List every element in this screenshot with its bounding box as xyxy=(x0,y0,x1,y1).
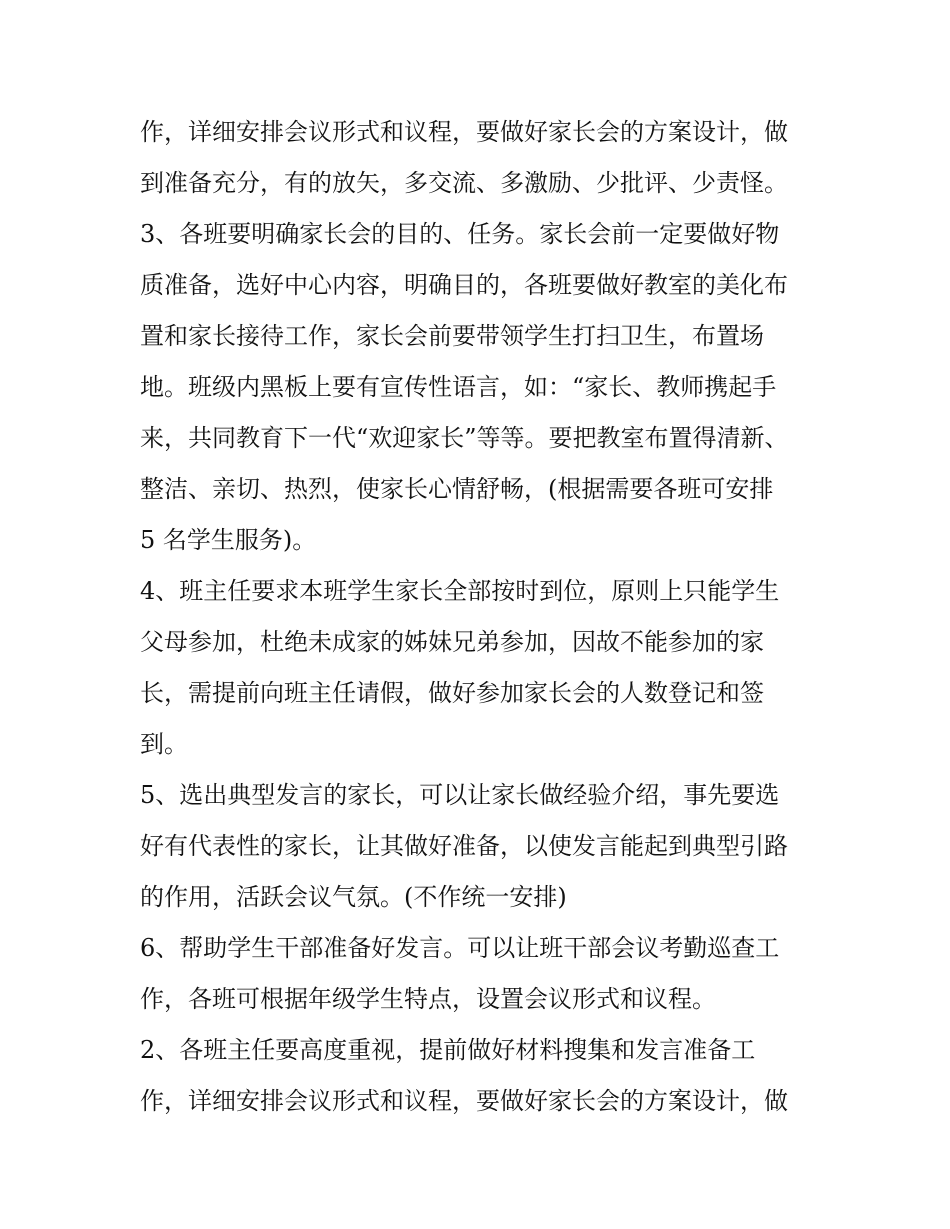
text-line: 4、班主任要求本班学生家长全部按时到位，原则上只能学生 xyxy=(140,577,780,605)
text-line: 的作用，活跃会议气氛。(不作统一安排) xyxy=(140,883,567,911)
text-line: 父母参加，杜绝未成家的姊妹兄弟参加，因故不能参加的家 xyxy=(140,628,764,656)
text-line: 到准备充分，有的放矢，多交流、多激励、少批评、少责怪。 xyxy=(140,169,788,197)
text-line: 质准备，选好中心内容，明确目的，各班要做好教室的美化布 xyxy=(140,271,788,299)
text-line: 3、各班要明确家长会的目的、任务。家长会前一定要做好物 xyxy=(140,220,780,248)
text-line: 好有代表性的家长，让其做好准备，以使发言能起到典型引路 xyxy=(140,832,788,860)
text-line: 作，各班可根据年级学生特点，设置会议形式和议程。 xyxy=(140,985,716,1013)
body-text xyxy=(140,107,820,1127)
text-line: 地。班级内黑板上要有宣传性语言，如：“家长、教师携起手 xyxy=(140,373,777,401)
text-line: 来，共同教育下一代“欢迎家长”等等。要把教室布置得清新、 xyxy=(140,424,789,452)
text-line: 作，详细安排会议形式和议程，要做好家长会的方案设计，做 xyxy=(140,1087,788,1115)
text-line: 置和家长接待工作，家长会前要带领学生打扫卫生，布置场 xyxy=(140,322,764,350)
text-line: 长，需提前向班主任请假，做好参加家长会的人数登记和签 xyxy=(140,679,764,707)
text-line: 作，详细安排会议形式和议程，要做好家长会的方案设计，做 xyxy=(140,118,788,146)
text-line: 到。 xyxy=(140,730,188,758)
text-line: 2、各班主任要高度重视，提前做好材料搜集和发言准备工 xyxy=(140,1036,756,1064)
text-line: 6、帮助学生干部准备好发言。可以让班干部会议考勤巡查工 xyxy=(140,934,780,962)
text-line: 整洁、亲切、热烈，使家长心情舒畅，(根据需要各班可安排 xyxy=(140,475,774,503)
text-line: 5、选出典型发言的家长，可以让家长做经验介绍，事先要选 xyxy=(140,781,780,809)
text-line: 5 名学生服务)。 xyxy=(140,526,317,554)
